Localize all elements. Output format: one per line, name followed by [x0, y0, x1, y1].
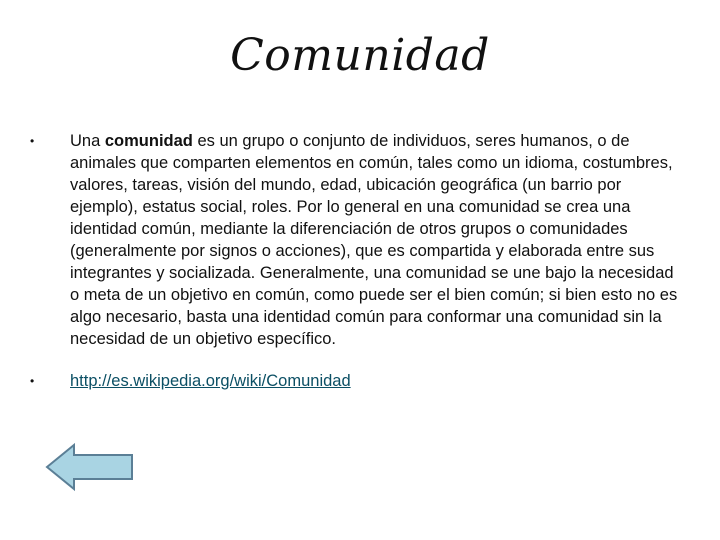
slide-title: Comunidad [230, 30, 490, 81]
bullet-marker: • [30, 374, 35, 388]
definition-term: comunidad [104, 132, 193, 150]
definition-text [70, 132, 677, 348]
source-bullet [30, 370, 684, 392]
source-link[interactable]: http://es.wikipedia.org/wiki/Comunidad [70, 372, 351, 390]
back-button[interactable] [44, 442, 136, 492]
bullet-marker: • [30, 134, 35, 148]
definition-bullet [30, 130, 684, 350]
bullet-list [30, 130, 684, 392]
definition-intro: Una [70, 132, 105, 150]
definition-body: es un grupo o conjunto de individuos, seres humanos, o de animales que comparten elementos en común, tales como un idioma, costumbres, valores, tareas, visión del mundo, edad, ubicación geográfica (un barrio por ejemplo), estatus social, roles. Por lo general en una comunidad se crea una identidad común, mediante la diferenciación de otros grupos o comunidades (generalmente por signos o acciones), que es compartida y elaborada entre sus integrantes y socializada. Generalmente, una comunidad se une bajo la necesidad o meta de un objetivo en común, como puede ser el bien común; si bien esto no es algo necesario, basta una identidad común para conformar una comunidad sin la necesidad de un objetivo específico. [70, 132, 678, 348]
arrow-left-icon [44, 442, 136, 492]
